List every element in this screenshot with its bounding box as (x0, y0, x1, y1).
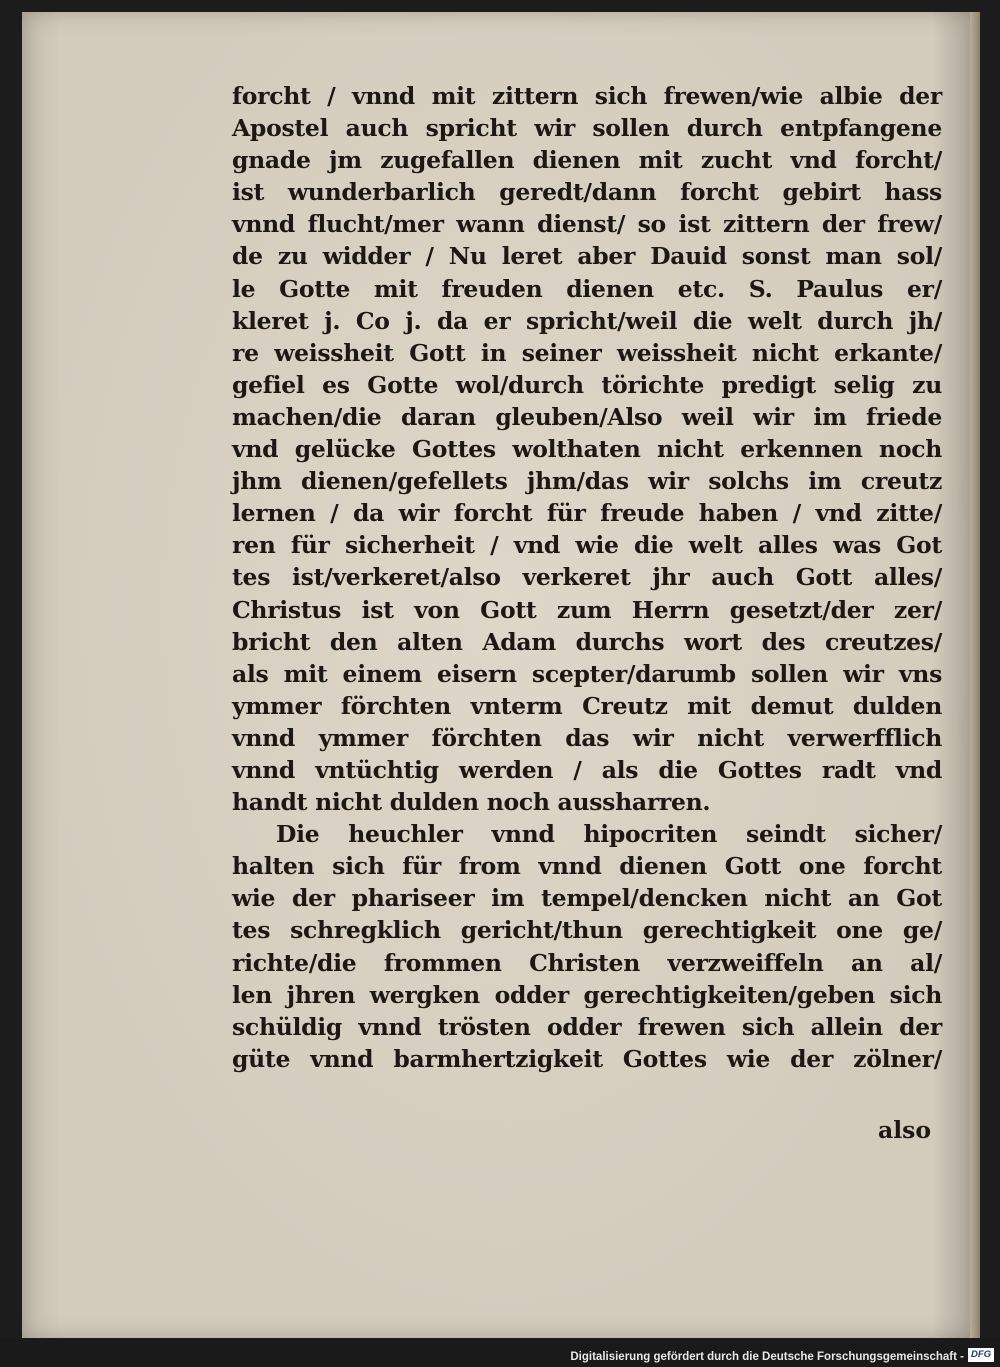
text-line: richte/die frommen Christen verzweiffeln an al/ (232, 948, 942, 977)
page-edge (970, 12, 980, 1338)
text-line: jhm dienen/gefellets jhm/das wir solchs im creutz (232, 467, 942, 496)
text-line: tes schregklich gericht/thun gerechtigkeit one ge/ (232, 916, 942, 945)
text-line: kleret j. Co j. da er spricht/weil die welt durch jh/ (232, 306, 942, 335)
text-line: gnade jm zugefallen dienen mit zucht vnd forcht/ (232, 146, 942, 175)
dfg-logo: DFG (968, 1348, 994, 1362)
funding-credit: Digitalisierung gefördert durch die Deutsche Forschungsgemeinschaft - (570, 1351, 964, 1363)
text-line: halten sich für from vnnd dienen Gott one forcht (232, 852, 942, 881)
catchword: also (878, 1116, 932, 1144)
text-line: len jhren wergken odder gerechtigkeiten/geben sich (232, 980, 942, 1009)
text-line: le Gotte mit freuden dienen etc. S. Paulus er/ (232, 274, 942, 303)
text-line: Christus ist von Gott zum Herrn gesetzt/der zer/ (232, 595, 942, 624)
text-line: machen/die daran gleuben/Also weil wir im friede (232, 402, 942, 431)
text-line: vnnd flucht/mer wann dienst/ so ist zittern der frew/ (232, 210, 942, 239)
text-line-paragraph-start: Die heuchler vnnd hipocriten seindt sicher/ (276, 820, 942, 849)
text-line: ren für sicherheit / vnd wie die welt alles was Got (232, 531, 942, 560)
footer-bar (0, 1338, 1000, 1367)
text-line: wie der phariseer im tempel/dencken nicht an Got (232, 884, 942, 913)
text-line-paragraph-end: handt nicht dulden noch aussharren. (232, 788, 711, 817)
text-line: ist wunderbarlich geredt/dann forcht gebirt hass (232, 178, 942, 207)
text-line: vnnd ymmer förchten das wir nicht verwerfflich (232, 723, 942, 752)
text-line: als mit einem eisern scepter/darumb sollen wir vns (232, 659, 942, 688)
text-line: de zu widder / Nu leret aber Dauid sonst man sol/ (232, 242, 942, 271)
text-line: bricht den alten Adam durchs wort des creutzes/ (232, 627, 942, 656)
text-line: gefiel es Gotte wol/durch törichte predigt selig zu (232, 370, 942, 399)
text-line: forcht / vnnd mit zittern sich frewen/wie albie der (232, 82, 942, 110)
book-page (22, 12, 980, 1338)
page-text (232, 80, 942, 1075)
text-line: vnnd vntüchtig werden / als die Gottes radt vnd (232, 755, 942, 784)
text-line: güte vnnd barmhertzigkeit Gottes wie der zölner/ (232, 1044, 942, 1073)
text-line: vnd gelücke Gottes wolthaten nicht erkennen noch (232, 435, 942, 464)
text-line: ymmer förchten vnterm Creutz mit demut dulden (232, 691, 942, 720)
text-line: schüldig vnnd trösten odder frewen sich allein der (232, 1012, 942, 1041)
text-line: re weissheit Gott in seiner weissheit nicht erkante/ (232, 338, 942, 367)
text-line: Apostel auch spricht wir sollen durch entpfangene (232, 114, 942, 143)
text-line: lernen / da wir forcht für freude haben / vnd zitte/ (232, 499, 942, 528)
text-line: tes ist/verkeret/also verkeret jhr auch Gott alles/ (232, 563, 942, 592)
